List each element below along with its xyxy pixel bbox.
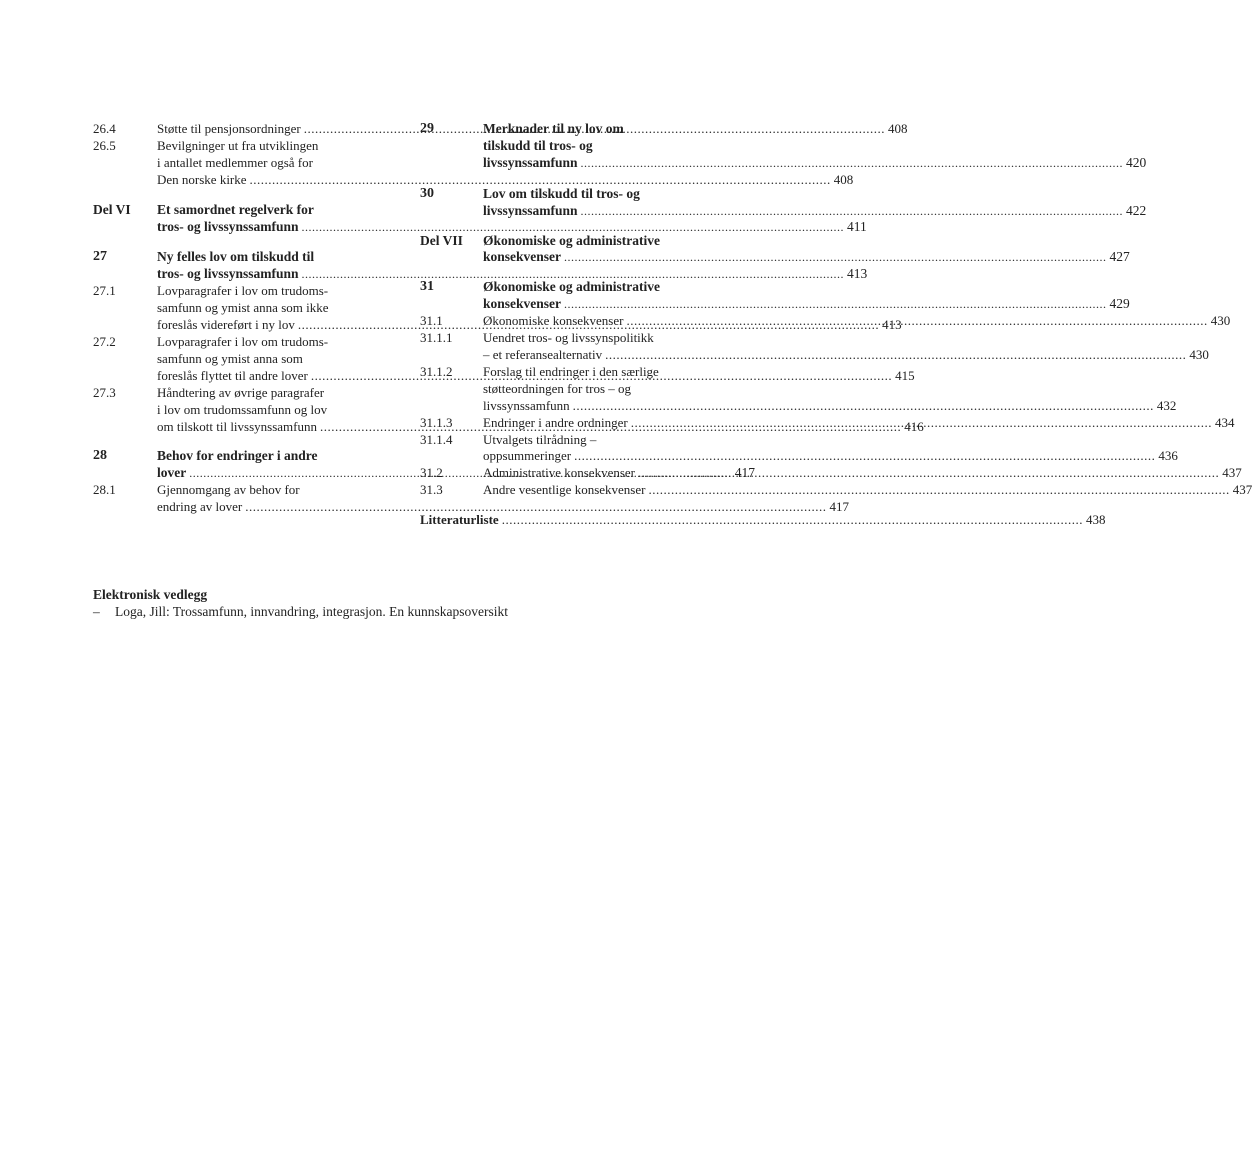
- dot-leader: [631, 415, 1212, 432]
- toc-entry[interactable]: [420, 279, 1130, 313]
- toc-entry-number: 31.2: [420, 465, 443, 481]
- page-number: 420: [1126, 154, 1147, 170]
- toc-entry[interactable]: [93, 201, 867, 236]
- toc-entry-number: 31.1: [420, 313, 443, 329]
- page-number: 415: [895, 367, 915, 383]
- toc-entry-text: [483, 482, 1252, 499]
- toc-entry-number: 31.1.3: [420, 414, 453, 430]
- toc-line-text: Forslag til endringer i den særlige: [483, 363, 659, 379]
- toc-line-text: livssynssamfunn: [483, 154, 578, 170]
- toc-entry-text: [483, 432, 1178, 466]
- page-number: 411: [847, 218, 867, 234]
- dot-leader: [605, 347, 1186, 364]
- toc-line-text: Økonomiske konsekvenser: [483, 313, 624, 329]
- toc-line-text: Litteraturliste: [420, 512, 499, 528]
- toc-entry-line: [483, 121, 1146, 138]
- toc-entry-line: [483, 138, 1146, 155]
- toc-line-text: Utvalgets tilrådning –: [483, 431, 597, 447]
- dot-leader: [648, 482, 1229, 499]
- toc-line-text: i lov om trudomssamfunn og lov: [157, 401, 328, 417]
- toc-entry-line: [483, 233, 1130, 250]
- page-number: 422: [1126, 202, 1147, 218]
- toc-line-text: om tilskott til livssynssamfunn: [157, 418, 317, 434]
- toc-line-text: tros- og livssynssamfunn: [157, 266, 299, 282]
- page-number: 417: [734, 465, 755, 481]
- toc-entry-text: [483, 330, 1209, 364]
- dot-leader: [581, 155, 1124, 172]
- toc-entry-number: 26.4: [93, 121, 116, 136]
- attachment-dash: –: [93, 604, 100, 619]
- dot-leader: [626, 313, 1207, 330]
- toc-entry-text: [483, 279, 1130, 313]
- toc-entry-line: [483, 249, 1130, 266]
- toc-entry-line: [483, 296, 1130, 313]
- toc-line-text: Økonomiske og administrative: [483, 232, 661, 248]
- toc-entry-line: [483, 432, 1178, 449]
- toc-line-text: Et samordnet regelverk for: [157, 201, 314, 217]
- attachment-title: Elektronisk vedlegg: [93, 587, 208, 602]
- toc-line-text: Bevilgninger ut fra utviklingen: [157, 137, 319, 153]
- toc-line-text: Økonomiske og administrative: [483, 279, 661, 295]
- toc-entry[interactable]: [420, 512, 1106, 529]
- toc-entry-line: [483, 203, 1146, 220]
- toc-entry-number: 27: [93, 249, 107, 265]
- toc-entry-number: 31.1.4: [420, 431, 453, 447]
- dot-leader: [564, 249, 1107, 266]
- toc-line-text: samfunn og ymist anna som ikke: [157, 300, 329, 316]
- toc-entry[interactable]: [420, 482, 1252, 499]
- toc-entry-line: [483, 448, 1178, 465]
- toc-entry-line: [483, 186, 1146, 203]
- toc-line-text: støtteordningen for tros – og: [483, 380, 632, 396]
- toc-line-text: foreslås videreført i ny lov: [157, 317, 295, 333]
- toc-entry-line: [483, 364, 1176, 381]
- dot-leader: [502, 512, 1083, 529]
- toc-line-text: konsekvenser: [483, 249, 562, 265]
- page-number: 427: [1109, 249, 1130, 265]
- toc-line-text: Endringer i andre ordninger: [483, 414, 628, 430]
- toc-line-text: endring av lover: [157, 499, 243, 515]
- toc-line-text: livssynssamfunn: [483, 397, 570, 413]
- dot-leader: [638, 465, 1219, 482]
- toc-line-text: Lovparagrafer i lov om trudoms-: [157, 333, 329, 349]
- page-number: 438: [1085, 512, 1106, 528]
- page-number: 429: [1109, 296, 1130, 312]
- toc-entry-line: [483, 155, 1146, 172]
- attachment-item-text: Loga, Jill: Trossamfunn, innvandring, integrasjon. En kunnskapsoversikt: [115, 604, 508, 619]
- toc-entry-line: [483, 279, 1130, 296]
- toc-entry-text: [483, 186, 1146, 220]
- toc-entry-text: [483, 415, 1235, 432]
- toc-line-text: livssynssamfunn: [483, 202, 578, 218]
- toc-entry-text: [483, 364, 1176, 415]
- toc-line-text: oppsummeringer: [483, 448, 572, 464]
- page-number: 437: [1232, 482, 1252, 498]
- toc-entry-line: [420, 512, 1105, 529]
- toc-entry-line: [483, 465, 1242, 482]
- toc-line-text: i antallet medlemmer også for: [157, 154, 313, 170]
- page-number: 416: [904, 418, 924, 434]
- toc-entry-text: [483, 233, 1130, 267]
- toc-entry-number: 31: [420, 279, 434, 295]
- page-number: 432: [1156, 397, 1177, 413]
- toc-entry-line: [483, 347, 1209, 364]
- page-number: 417: [829, 499, 849, 515]
- page-number: 434: [1215, 414, 1235, 430]
- toc-entry-line: [483, 313, 1230, 330]
- page-number: 408: [833, 171, 854, 187]
- page-number: 413: [847, 266, 868, 282]
- toc-line-text: Støtte til pensjonsordninger: [157, 121, 301, 136]
- toc-line-text: Håndtering av øvrige paragrafer: [157, 384, 325, 400]
- toc-entry-number: Del VI: [93, 201, 131, 217]
- toc-line-text: konsekvenser: [483, 296, 562, 312]
- page-number: 413: [882, 317, 902, 333]
- toc-line-text: samfunn og ymist anna som: [157, 350, 303, 366]
- attachment-item[interactable]: [93, 603, 508, 620]
- page-number: 436: [1158, 448, 1178, 464]
- toc-entry[interactable]: [420, 232, 1130, 267]
- toc-line-text: Den norske kirke: [157, 171, 247, 187]
- toc-entry[interactable]: [420, 330, 1209, 364]
- electronic-attachment-section: [93, 586, 508, 620]
- dot-leader: [574, 448, 1155, 465]
- toc-entry-line: [483, 330, 1209, 347]
- toc-entry[interactable]: [420, 431, 1178, 466]
- toc-entry-number: 27.1: [93, 283, 116, 299]
- toc-line-text: Merknader til ny lov om: [483, 121, 624, 136]
- toc-line-text: Lovparagrafer i lov om trudoms-: [157, 283, 329, 299]
- toc-entry-number: 26.5: [93, 137, 116, 153]
- toc-line-text: Uendret tros- og livssynspolitikk: [483, 330, 654, 346]
- toc-entry-number: 27.3: [93, 384, 116, 400]
- toc-line-text: Ny felles lov om tilskudd til: [157, 249, 315, 265]
- toc-entry-text: [483, 121, 1146, 172]
- toc-entry-number: 28.1: [93, 482, 116, 498]
- toc-entry-number: 31.1.1: [420, 330, 453, 346]
- toc-entry-number: 29: [420, 121, 434, 136]
- toc-entry[interactable]: [420, 185, 1147, 220]
- page-number: 408: [887, 121, 908, 136]
- toc-line-text: – et referansealternativ: [483, 346, 603, 362]
- toc-line-text: lover: [157, 465, 187, 481]
- toc-line-text: Andre vesentlige konsekvenser: [483, 482, 646, 498]
- toc-entry-number: 27.2: [93, 333, 116, 349]
- toc-entry-line: [483, 381, 1176, 398]
- toc-entry-number: 31.1.2: [420, 363, 453, 379]
- toc-line-text: Administrative konsekvenser: [483, 465, 635, 481]
- dot-leader: [573, 398, 1154, 415]
- toc-entry-line: [483, 415, 1235, 432]
- dot-leader: [581, 203, 1124, 220]
- toc-entry-text: [483, 465, 1242, 482]
- toc-entry-line: [483, 398, 1176, 415]
- toc-entry-number: 30: [420, 185, 434, 201]
- toc-line-text: tilskudd til tros- og: [483, 137, 593, 153]
- toc-entry-number: 28: [93, 448, 107, 464]
- toc-line-text: Gjennomgang av behov for: [157, 482, 300, 498]
- toc-line-text: tros- og livssynssamfunn: [157, 218, 299, 234]
- toc-line-text: Lov om tilskudd til tros- og: [483, 185, 640, 201]
- toc-entry-text: [420, 512, 1105, 529]
- page-number: 437: [1222, 465, 1242, 481]
- toc-entry-number: Del VII: [420, 232, 463, 248]
- toc-entry-number: 31.3: [420, 482, 443, 498]
- toc-line-text: foreslås flyttet til andre lover: [157, 367, 308, 383]
- toc-entry-line: [483, 482, 1252, 499]
- page-number: 430: [1210, 313, 1231, 329]
- page-number: 430: [1189, 346, 1209, 362]
- toc-line-text: Behov for endringer i andre: [157, 448, 318, 464]
- toc-entry-text: [483, 313, 1230, 330]
- dot-leader: [564, 296, 1107, 313]
